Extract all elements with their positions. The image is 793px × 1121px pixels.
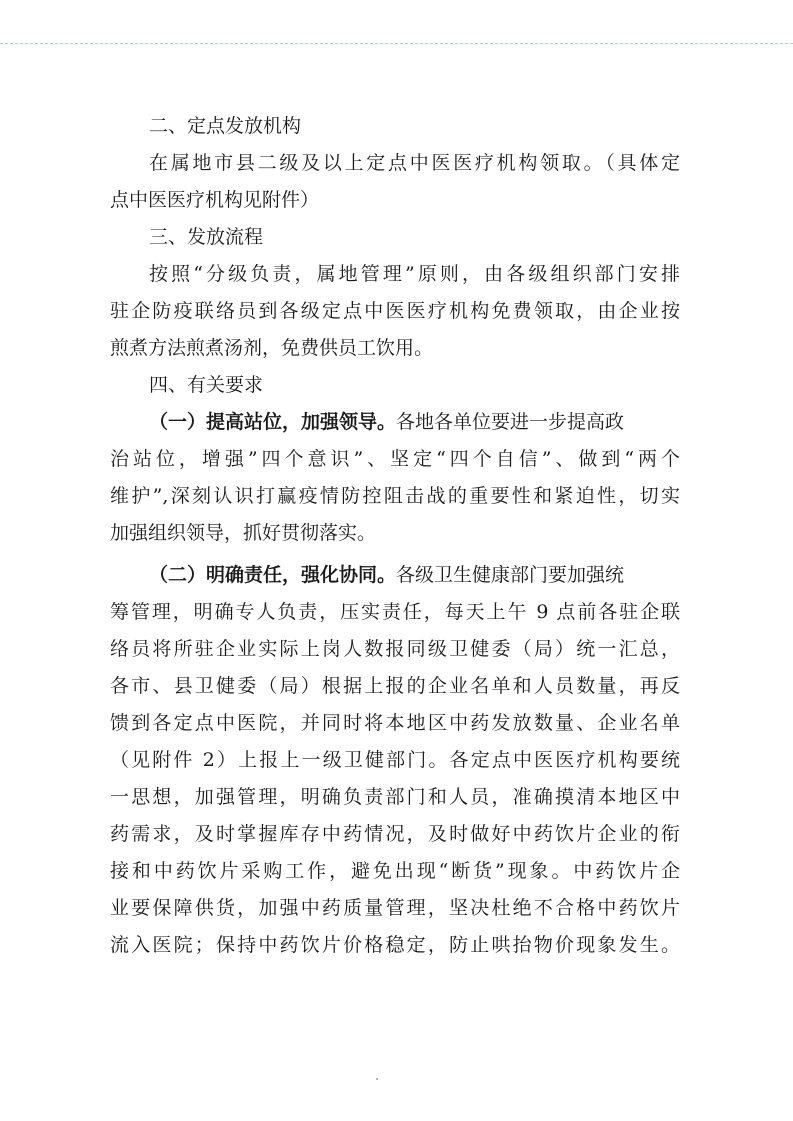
item-1-first-line: （一）提高站位，加强领导。各地各单位要进一步提高政 [149,411,625,433]
scan-speck [376,1078,378,1080]
paragraph-line: 在属地市县二级及以上定点中医医疗机构领取。（具体定 [149,152,680,174]
paragraph-line: 点中医医疗机构见附件） [110,189,320,211]
paragraph-line: 各市、县卫健委（局）根据上报的企业名单和人员数量，再反 [110,675,680,697]
paragraph-line: 流入医院；保持中药饮片价格稳定，防止哄抬物价现象发生。 [110,934,680,956]
paragraph-line: 治站位，增强”四个意识”、坚定“四个自信”、做到“两个 [110,448,680,470]
item-2-first-line: （二）明确责任，强化协同。各级卫生健康部门要加强统 [149,564,625,586]
paragraph-line: 接和中药饮片采购工作，避免出现“断货”现象。中药饮片企 [110,860,680,882]
paragraph-line: 馈到各定点中医院，并同时将本地区中药发放数量、企业名单 [110,712,680,734]
paragraph-line: 筹管理，明确专人负责，压实责任，每天上午 9 点前各驻企联 [110,601,680,623]
paragraph-line: 一思想，加强管理，明确负责部门和人员，准确摸清本地区中 [110,786,680,808]
paragraph-line: 煎煮方法煎煮汤剂，免费供员工饮用。 [110,337,434,359]
paragraph-line: 药需求，及时掌握库存中药情况，及时做好中药饮片企业的衔 [110,823,680,845]
paragraph-line: 维护”,深刻认识打赢疫情防控阻击战的重要性和紧迫性，切实 [110,485,680,507]
page-top-border [0,43,793,44]
paragraph-line: （见附件 2）上报上一级卫健部门。各定点中医医疗机构要统 [110,749,680,771]
section-heading-2: 二、定点发放机构 [149,115,302,137]
item-2-title: （二）明确责任，强化协同。 [149,564,397,586]
paragraph-line: 驻企防疫联络员到各级定点中医医疗机构免费领取，由企业按 [110,300,680,322]
document-page [110,108,680,964]
paragraph-line: 业要保障供货，加强中药质量管理，坚决杜绝不合格中药饮片 [110,897,680,919]
section-heading-4: 四、有关要求 [149,374,264,396]
paragraph-line: 加强组织领导，抓好贯彻落实。 [110,522,377,544]
paragraph-line: 按照“分级负责，属地管理”原则，由各级组织部门安排 [149,263,680,285]
section-heading-3: 三、发放流程 [149,226,264,248]
paragraph-line: 络员将所驻企业实际上岗人数报同级卫健委（局）统一汇总， [110,638,680,660]
item-1-title: （一）提高站位，加强领导。 [149,411,397,433]
